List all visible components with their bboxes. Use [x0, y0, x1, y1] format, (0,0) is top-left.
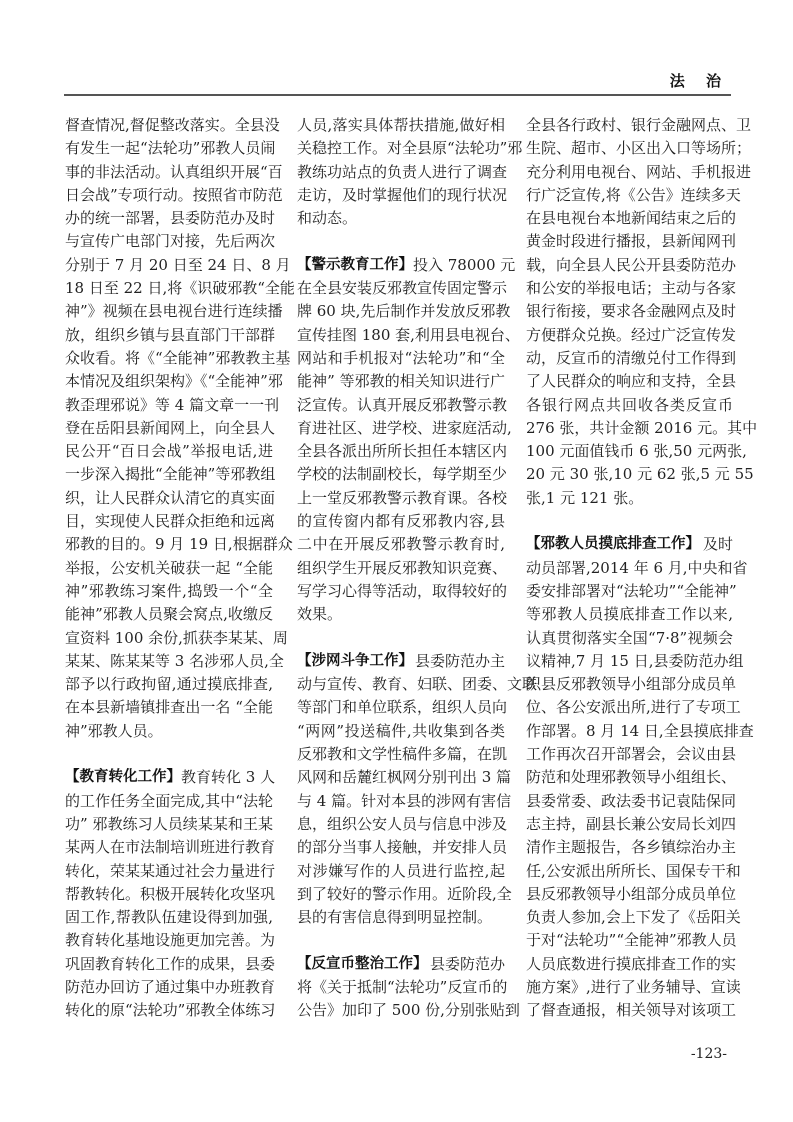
- text-line: 教歪理邪说》等 4 篇文章一一刊: [65, 395, 280, 414]
- text-line: 能神” 等邪教的相关知识进行广: [297, 372, 505, 391]
- text-line: 到了较好的警示作用。近阶段,全: [297, 884, 512, 903]
- text-line: 功” 邪教练习人员续某某和王某: [65, 814, 273, 833]
- paragraph: [65, 114, 295, 743]
- text-line: 风网和岳麓红枫网分别刊出 3 篇: [297, 768, 512, 787]
- text-line: 工作再次召开部署会，会议由县: [526, 745, 737, 764]
- text-line: 投入 78000 元: [413, 255, 516, 274]
- text-line: 神”邪教练习案件,捣毁一个“全: [65, 581, 273, 600]
- text-line: 认真贯彻落实全国“7·8”视频会: [526, 628, 733, 647]
- text-line: 县委防范办主: [414, 651, 505, 670]
- text-line: 固工作,帮教队伍建设得到加强,: [65, 908, 273, 927]
- text-line: 的工作任务全面完成,其中“法轮: [65, 791, 273, 810]
- text-line: 议精神,7 月 15 日,县委防范办组: [526, 651, 744, 670]
- text-line: 育进社区、进学校、进家庭活动,: [297, 418, 512, 437]
- text-line: 登在岳阳县新闻网上，向全县人: [65, 418, 276, 437]
- text-line: 在本县新墙镇排查出一名 “全能: [65, 698, 273, 717]
- text-line: 写学习心得等活动，取得较好的: [297, 581, 508, 600]
- text-line: 的宣传窗内都有反邪教内容,县: [297, 512, 505, 531]
- text-line: 公告》加印了 500 份,分别张贴到: [297, 1001, 520, 1020]
- text-line: 日会战”专项行动。按照省市防范: [65, 185, 283, 204]
- text-line: 事的非法活动。认真组织开展“百: [65, 162, 283, 181]
- text-line: 邪教的目的。9 月 19 日,根据群众: [65, 535, 293, 554]
- text-line: 县委常委、政法委书记袁陆保同: [526, 791, 737, 810]
- text-line: 某某、陈某某等 3 名涉邪人员,全: [65, 651, 284, 670]
- text-line: 在县电视台本地新闻结束之后的: [526, 209, 737, 228]
- heading-line: [297, 650, 505, 673]
- text-line: 生院、超市、小区出入口等场所；: [526, 139, 752, 158]
- text-line: 委安排部署对“法轮功”“全能神”: [526, 581, 737, 600]
- text-line: 黄金时段进行播报，县新闻网刊: [526, 232, 737, 251]
- text-line: 志主持，副县长兼公安局长刘四: [526, 814, 737, 833]
- text-line: 办的统一部署，县委防范办及时: [65, 209, 276, 228]
- paragraph: [526, 114, 758, 510]
- text-line: 充分利用电视台、网站、手机报进: [526, 162, 752, 181]
- text-line: 等邪教人员摸底排查工作以来,: [526, 605, 733, 624]
- heading-line: [526, 533, 733, 556]
- text-line: 动员部署,2014 年 6 月,中央和省: [526, 558, 748, 577]
- text-line: 宣资料 100 余份,抓获李某某、周: [65, 628, 288, 647]
- paragraph-gap: [65, 743, 273, 766]
- text-line: 18 日至 22 日,将《识破邪教“全能: [65, 279, 295, 298]
- text-line: 目，实现使人民群众拒绝和远离: [65, 512, 276, 531]
- heading-line: [65, 766, 276, 789]
- text-line: 县的有害信息得到明显控制。: [297, 908, 493, 927]
- text-line: 转化，荣某某通过社会力量进行: [65, 861, 276, 880]
- section-header: 法 治: [669, 72, 729, 90]
- text-line: 教育转化基地设施更加完善。为: [65, 931, 276, 950]
- text-line: 转化的原“法轮功”邪教全体练习: [65, 1001, 276, 1020]
- text-line: 与宣传广电部门对接，先后两次: [65, 232, 276, 251]
- section-paragraph: [297, 953, 520, 1023]
- text-line: 了督查通报，相关领导对该项工: [526, 1001, 737, 1020]
- text-line: 276 张，共计金额 2016 元。其中: [526, 418, 758, 437]
- text-line: 将《关于抵制“法轮功”反宣币的: [297, 977, 508, 996]
- text-line: 神”》视频在县电视台进行连续播: [65, 302, 283, 321]
- column-2: [297, 114, 538, 1023]
- paragraph-gap: [297, 230, 505, 253]
- text-line: 织县反邪教领导小组部分成员单: [526, 675, 737, 694]
- text-line: 教练功站点的负责人进行了调查: [297, 162, 508, 181]
- text-line: 二中在开展反邪教警示教育时,: [297, 535, 505, 554]
- text-line: 某两人在市法制培训班进行教育: [65, 838, 276, 857]
- text-line: 县委防范办: [429, 954, 505, 973]
- text-line: 位、各公安派出所,进行了专项工: [526, 698, 741, 717]
- page-number: -123-: [690, 1046, 727, 1062]
- text-line: 泛宣传。认真开展反邪教警示教: [297, 395, 508, 414]
- section-paragraph: [297, 650, 538, 930]
- text-line: 巩固教育转化工作的成果，县委: [65, 954, 276, 973]
- heading-line: [297, 254, 516, 277]
- paragraph-gap: [297, 929, 505, 952]
- section-heading: 【涉网斗争工作】: [297, 652, 413, 669]
- text-line: 方便群众兑换。经过广泛宣传发: [526, 325, 737, 344]
- text-line: “两网”投送稿件,共收集到各类: [297, 721, 505, 740]
- text-line: 上一堂反邪教警示教育课。各校: [297, 488, 508, 507]
- text-line: 的部分当事人接触，并安排人员: [297, 838, 508, 857]
- text-line: 神”邪教人员。: [65, 721, 163, 740]
- text-line: 牌 60 块,先后制作并发放反邪教: [297, 302, 511, 321]
- text-line: 网站和手机报对“法轮功”和“全: [297, 348, 505, 367]
- text-line: 众收看。将《“全能神”邪教教主基: [65, 348, 291, 367]
- text-line: 反邪教和文学性稿件多篇，在凯: [297, 745, 508, 764]
- text-line: 组织学生开展反邪教知识竞赛、: [297, 558, 508, 577]
- text-line: 放，组织乡镇与县直部门干部群: [65, 325, 276, 344]
- text-line: 清作主题报告，各乡镇综治办主: [526, 838, 737, 857]
- header-rule: [64, 94, 731, 96]
- text-line: 民公开“百日会战”举报电话,进: [65, 442, 273, 461]
- text-line: 有发生一起“法轮功”邪教人员闹: [65, 139, 276, 158]
- text-line: 宣传挂图 180 套,利用县电视台、: [297, 325, 520, 344]
- text-line: 教育转化 3 人: [181, 768, 276, 787]
- section-paragraph: [65, 766, 276, 1022]
- text-line: 任,公安派出所所长、国保专干和: [526, 861, 741, 880]
- text-line: 关稳控工作。对全县原“法轮功”邪: [297, 139, 523, 158]
- text-line: 织，让人民群众认清它的真实面: [65, 488, 276, 507]
- column-3: [526, 114, 758, 1023]
- text-line: 动与宣传、教育、妇联、团委、文联: [297, 675, 538, 694]
- text-line: 在全县安装反邪教宣传固定警示: [297, 279, 508, 298]
- text-line: 学校的法制副校长，每学期至少: [297, 465, 508, 484]
- text-line: 部予以行政拘留,通过摸底排查,: [65, 675, 273, 694]
- text-line: 于对“法轮功”“全能神”邪教人员: [526, 931, 737, 950]
- section-heading: 【教育转化工作】: [65, 769, 181, 786]
- paragraph-gap: [526, 510, 733, 533]
- text-line: 与 4 篇。针对本县的涉网有害信: [297, 791, 512, 810]
- text-line: 一步深入揭批“全能神”等邪教组: [65, 465, 276, 484]
- text-line: 和动态。: [297, 209, 358, 228]
- text-line: 能神”邪教人员聚会窝点,收缴反: [65, 605, 273, 624]
- paragraph-gap: [297, 627, 505, 650]
- paragraph: [297, 114, 523, 230]
- text-line: 各银行网点共回收各类反宣币: [526, 395, 733, 414]
- text-line: 20 元 30 张,10 元 62 张,5 元 55: [526, 465, 754, 484]
- text-line: 全县各行政村、银行金融网点、卫: [526, 116, 752, 134]
- text-line: 行广泛宣传,将《公告》连续多天: [526, 185, 741, 204]
- text-line: 银行衔接，要求各金融网点及时: [526, 302, 737, 321]
- text-line: 全县各派出所所长担任本辖区内: [297, 442, 508, 461]
- text-line: 县反邪教领导小组部分成员单位: [526, 884, 737, 903]
- text-line: 对涉嫌写作的人员进行监控,起: [297, 861, 505, 880]
- text-line: 走访，及时掌握他们的现行状况: [297, 185, 508, 204]
- text-line: 督查情况,督促整改落实。全县没: [65, 116, 280, 134]
- text-line: 人员底数进行摸底排查工作的实: [526, 954, 737, 973]
- text-line: 和公安的举报电话；主动与各家: [526, 279, 737, 298]
- text-line: 帮教转化。积极开展转化攻坚巩: [65, 884, 276, 903]
- text-line: 动，反宣币的清缴兑付工作得到: [526, 348, 737, 367]
- text-line: 100 元面值钱币 6 张,50 元两张,: [526, 442, 747, 461]
- text-line: 人员,落实具体帮扶措施,做好相: [297, 116, 505, 134]
- text-line: 效果。: [297, 605, 343, 624]
- text-line: 负责人参加,会上下发了《岳阳关: [526, 908, 741, 927]
- section-heading: 【邪教人员摸底排查工作】: [526, 536, 700, 553]
- text-line: 分别于 7 月 20 日至 24 日、8 月: [65, 255, 291, 274]
- section-paragraph: [297, 254, 520, 627]
- text-line: 防范办回访了通过集中办班教育: [65, 977, 276, 996]
- text-line: 施方案》,进行了业务辅导、宣读: [526, 977, 741, 996]
- text-line: 防范和处理邪教领导小组组长、: [526, 768, 737, 787]
- text-line: 载，向全县人民公开县委防范办: [526, 255, 737, 274]
- text-line: 张,1 元 121 张。: [526, 488, 644, 507]
- section-heading: 【警示教育工作】: [297, 256, 413, 273]
- text-line: 了人民群众的响应和支持，全县: [526, 372, 737, 391]
- text-line: 举报，公安机关破获一起 “全能: [65, 558, 273, 577]
- section-paragraph: [526, 533, 754, 1022]
- text-line: 本情况及组织架构》《“全能神”邪: [65, 372, 283, 391]
- text-line: 作部署。8 月 14 日,全县摸底排查: [526, 721, 754, 740]
- heading-line: [297, 953, 505, 976]
- column-1: [65, 114, 295, 1023]
- text-line: 等部门和单位联系，组织人员向: [297, 698, 508, 717]
- section-heading: 【反宣币整治工作】: [297, 955, 428, 972]
- text-line: 及时: [702, 535, 733, 554]
- text-line: 息，组织公安人员与信息中涉及: [297, 814, 508, 833]
